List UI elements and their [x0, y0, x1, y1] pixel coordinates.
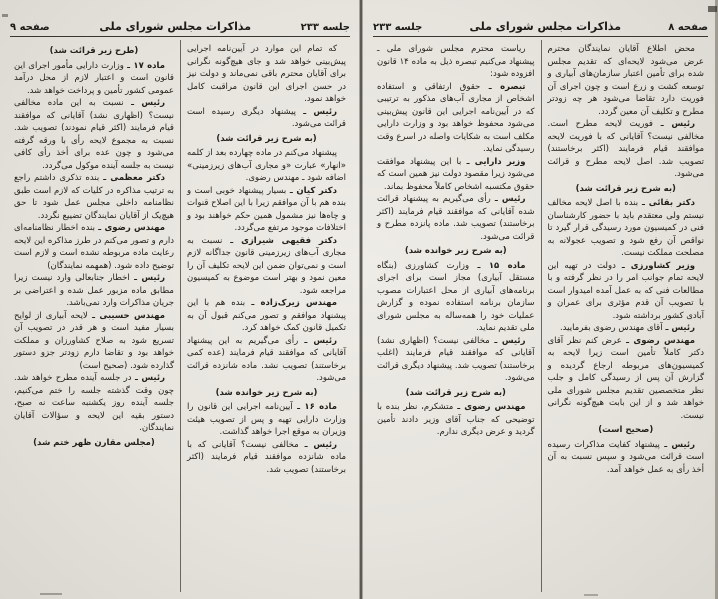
paragraph: دکتر معظمی ـ بنده تذکری داشتم راجع به ترتیب مذاکره در کلیات که لازم است طبق نظامنامه داخلی مجلس عمل شود تا حق هیچ‌یک از آقایان نمایندگان تضییع نگردد.	[14, 173, 174, 221]
scan-artifact	[40, 593, 62, 595]
paragraph: وزیر دارایی ـ با این پیشنهاد موافقت می‌شود زیرا مقصود دولت نیز همین است که حقوق مکتسبه اشخاص کاملاً محفوظ بماند.	[377, 156, 535, 192]
session-number-left: جلسه ۲۳۳	[300, 22, 350, 33]
paragraph: وزیر کشاورزی ـ دولت در تهیه این لایحه تمام جوانب امر را در نظر گرفته و با مطالعات فنی که به عمل آمده امیدوار است با تصویب آن قدم مؤثری برای عمران و آبادی کشور برداشته شود.	[547, 260, 704, 321]
centered-note: (به شرح زیر خوانده شد)	[404, 246, 507, 256]
paragraph: رئیس ـ اخطار جنابعالی وارد نیست زیرا مطابق ماده مزبور عمل شده و اعتراضی بر جریان مذاکرات وارد نمی‌باشد.	[14, 273, 174, 308]
paragraph: که تمام این موارد در آیین‌نامه اجرایی پیش‌بینی خواهد شد و جای هیچ‌گونه نگرانی برای آقایان محترم باقی نمی‌ماند و دولت نیز در حسن اجرای این قانون مراقبت کامل خواهد نمود.	[187, 44, 346, 104]
speaker-name: رئیس ـ	[129, 273, 165, 283]
speaker-name: تبصره ـ	[480, 81, 526, 92]
paragraph: مهندس رضوی ـ بنده اخطار نظامنامه‌ای دارم و تصور می‌کنم در طرز مذاکره این لایحه رعایت ماده مربوطه نشده است و لازم است توضیح داده شود. (همهمه نمایندگان)	[14, 223, 174, 271]
paragraph: دکتر بقائی ـ بنده با اصل لایحه مخالف نیستم ولی معتقدم باید با حضور کارشناسان فنی در کمیسیون مورد رسیدگی قرار گیرد تا نواقص آن رفع شود و تصویب عجولانه به مصلحت مملکت نیست.	[547, 198, 704, 258]
paragraph: مهندس رضوی ـ عرض کنم نظر آقای دکتر کاملاً تأمین است زیرا لایحه به کمیسیون‌های مربوطه ارجاع گردیده و گزارش آن پس از رسیدگی کامل و جلب نظر متخصصین تقدیم مجلس شورای ملی خواهد شد و از این بابت هیچ‌گونه نگرانی نیست.	[547, 335, 704, 421]
scan-artifact	[708, 6, 717, 12]
paragraph: دکتر کیان ـ بسیار پیشنهاد خوبی است و بنده هم با آن موافقم زیرا با این اصلاح قنوات و چاه‌ها نیز مشمول همین حکم خواهند بود و اختلافات موجود مرتفع می‌گردد.	[187, 185, 346, 233]
scanned-page-right	[363, 0, 718, 599]
text-column	[541, 40, 711, 592]
centered-note: (به شرح زیر قرائت شد)	[216, 133, 317, 144]
paragraph: رئیس ـ رأی می‌گیریم به این پیشنهاد آقایانی که موافقند قیام فرمایند (عده کمی برخاستند) تصویب نشد. ماده شانزده قرائت می‌شود.	[187, 335, 346, 383]
paragraph: دکتر فقیهی شیرازی ـ نسبت به مجاری آب‌های زیرزمینی قانون جداگانه لازم است و نمی‌توان ضمن این لایحه تکلیف آن را معین نمود و بهتر است موضوع به کمیسیون مراجعه شود.	[187, 235, 346, 296]
text-columns-right	[371, 40, 710, 592]
paragraph: رئیس ـ نسبت به این ماده مخالفی نیست؟ (اظهاری نشد) آقایانی که موافقند قیام فرمایند (اکثر قیام نمودند) تصویب شد. نسبت به مجموع لایحه رأی با ورقه گرفته می‌شود و چون عده برای أخذ رأی کافی نیست به جلسه آینده موکول می‌گردد.	[14, 98, 174, 171]
paragraph: رئیس ـ پیشنهاد کفایت مذاکرات رسیده است قرائت می‌شود و سپس نسبت به آن أخذ رأی به عمل خواهد آمد.	[547, 439, 704, 475]
speaker-name: رئیس ـ	[662, 323, 695, 333]
paragraph: رئیس ـ پیشنهاد دیگری رسیده است قرائت می‌شود.	[187, 106, 346, 129]
page-header-right	[373, 20, 708, 37]
paragraph: مهندس زیرک‌زاده ـ بنده هم با این پیشنهاد موافقم و تصور می‌کنم قبول آن به تکمیل قانون کمک خواهد کرد.	[187, 298, 346, 333]
speaker-name: رئیس ـ	[489, 335, 526, 346]
centered-note: (صحیح است)	[598, 425, 654, 435]
paragraph: ماده ۱۶ ـ آیین‌نامه اجرایی این قانون را وزارت دارایی تهیه و پس از تصویب هیئت وزیران به موقع اجرا خواهد گذاشت.	[187, 402, 346, 437]
centered-note: (به شرح زیر قرائت شد)	[405, 387, 506, 398]
text-column	[180, 40, 352, 592]
centered-note: (به شرح زیر قرائت شد)	[575, 183, 676, 194]
speaker-name: مهندس حسیبی ـ	[87, 310, 165, 321]
header-title-right: مذاکرات مجلس شورای ملی	[469, 20, 622, 33]
speaker-name: مهندس رضوی ـ	[453, 402, 526, 412]
speaker-name: وزیر دارایی ـ	[461, 156, 526, 167]
scan-artifact	[2, 14, 8, 17]
paragraph: رئیس ـ مخالفی نیست؟ (اظهاری نشد) آقایانی که موافقند قیام فرمایند (اغلب برخاستند) تصویب شد. پیشنهاد دیگری قرائت می‌شود.	[377, 335, 535, 383]
paragraph: رئیس ـ رأی می‌گیریم به پیشنهاد قرائت شده آقایانی که موافقند قیام فرمایند (اکثر برخاستند) تصویب شد. ماده پانزده مطرح و قرائت می‌شود.	[377, 194, 535, 242]
speaker-name: دکتر فقیهی شیرازی ـ	[222, 235, 337, 246]
centered-note: (مجلس مقارن ظهر ختم شد)	[33, 437, 155, 448]
speaker-name: مهندس رضوی ـ	[94, 223, 165, 233]
speaker-name: مهندس زیرک‌زاده ـ	[245, 298, 337, 308]
page-number-right: صفحه ۸	[668, 22, 708, 33]
text-column	[8, 40, 180, 592]
speaker-name: رئیس ـ	[490, 194, 526, 204]
paragraph: مهندس رضوی ـ متشکرم، نظر بنده با توضیحی که جناب آقای وزیر دادند تأمین گردید و عرض دیگری ندارم.	[377, 402, 535, 437]
text-column	[371, 40, 541, 592]
paragraph: مهندس حسیبی ـ لایحه آبیاری از لوایح بسیار مفید است و هر قدر در تصویب آن تسریع شود به صلاح کشاورزان و مملکت خواهد بود و تقاضا دارم زودتر جزو دستور گذارده شود. (صحیح است)	[14, 310, 174, 371]
paragraph: رئیس ـ در جلسه آینده مطرح خواهد شد. چون وقت گذشته جلسه را ختم می‌کنیم، جلسه آینده روز یکشنبه ساعت نه صبح، دستور بقیه این لایحه و سؤالات آقایان نمایندگان.	[14, 373, 174, 433]
speaker-name: رئیس ـ	[298, 335, 337, 346]
centered-note: (طرح زیر قرائت شد)	[49, 46, 139, 56]
session-number-right: جلسه ۲۳۳	[373, 22, 423, 33]
header-title-left: مذاکرات مجلس شورای ملی	[99, 20, 251, 33]
speaker-name: دکتر معظمی ـ	[99, 173, 166, 183]
speaker-name: وزیر کشاورزی ـ	[615, 260, 695, 271]
speaker-name: رئیس ـ	[652, 119, 695, 129]
paragraph: رئیس ـ فوریت لایحه مطرح است. مخالفی نیست؟ آقایانی که با فوریت لایحه موافقند قیام فرمایند (اکثر برخاستند) تصویب شد. اصل لایحه مطرح و قرائت می‌شود.	[547, 119, 704, 179]
speaker-name: رئیس ـ	[296, 106, 337, 117]
paragraph: پیشنهاد می‌کنم در ماده چهارده بعد از کلمه «انهار» عبارت «و مجاری آب‌های زیرزمینی» اضافه شود ـ مهندس رضوی.	[187, 148, 346, 183]
speaker-name: رئیس ـ	[131, 373, 165, 383]
centered-note: (به شرح زیر خوانده شد)	[215, 387, 318, 398]
paragraph: رئیس ـ آقای مهندس رضوی بفرمایید.	[559, 323, 695, 333]
speaker-name: ماده ۱۷ ـ	[123, 60, 165, 71]
speaker-name: ماده ۱۵ ـ	[469, 260, 526, 271]
speaker-name: رئیس ـ	[123, 98, 165, 108]
speaker-name: مهندس رضوی ـ	[621, 335, 695, 346]
paragraph: ریاست محترم مجلس شورای ملی ـ پیشنهاد می‌کنیم تبصره ذیل به ماده ۱۴ قانون افزوده شود:	[377, 44, 535, 79]
page-header-left	[10, 20, 350, 37]
speaker-name: دکتر کیان ـ	[286, 185, 337, 196]
speaker-name: رئیس ـ	[298, 439, 337, 450]
paragraph: ماده ۱۷ ـ وزارت دارایی مأمور اجرای این قانون است و اعتبار لازم از محل درآمد عمومی کشور تأمین و پرداخت خواهد شد.	[14, 60, 174, 96]
paragraph: رئیس ـ مخالفی نیست؟ آقایانی که با ماده شانزده موافقند قیام فرمایند (اکثر برخاستند) تصویب شد.	[187, 439, 346, 475]
speaker-name: دکتر بقائی ـ	[638, 198, 695, 208]
scan-artifact	[584, 594, 598, 596]
page-number-left: صفحه ۹	[10, 22, 50, 33]
paragraph: ماده ۱۵ ـ وزارت کشاورزی (بنگاه مستقل آبیاری) مجاز است برای اجرای برنامه‌های آبیاری از محل اعتبارات مصوب سازمان برنامه استفاده نموده و گزارش عملیات خود را همه‌ساله به مجلس شورای ملی تقدیم نماید.	[377, 260, 535, 333]
paragraph: تبصره ـ حقوق ارتفاقی و استفاده اشخاص از مجاری آب‌های مذکور به ترتیبی که در آیین‌نامه اجرایی این قانون پیش‌بینی می‌شود محفوظ خواهد بود و وزارت دارایی مکلف است به شکایات واصله در اسرع وقت رسیدگی نماید.	[377, 81, 535, 154]
paragraph: محض اطلاع آقایان نمایندگان محترم عرض می‌شود لایحه‌ای که تقدیم مجلس شده برای تأمین اعتبار سازمان‌های آبیاری و توسعه کشت و زرع است و چون اجرای آن فوریت دارد تقاضا می‌شود هر چه زودتر مطرح و تکلیف آن معین گردد.	[547, 44, 704, 117]
speaker-name: رئیس ـ	[659, 439, 695, 450]
text-columns-left	[8, 40, 352, 592]
speaker-name: ماده ۱۶ ـ	[292, 402, 337, 412]
